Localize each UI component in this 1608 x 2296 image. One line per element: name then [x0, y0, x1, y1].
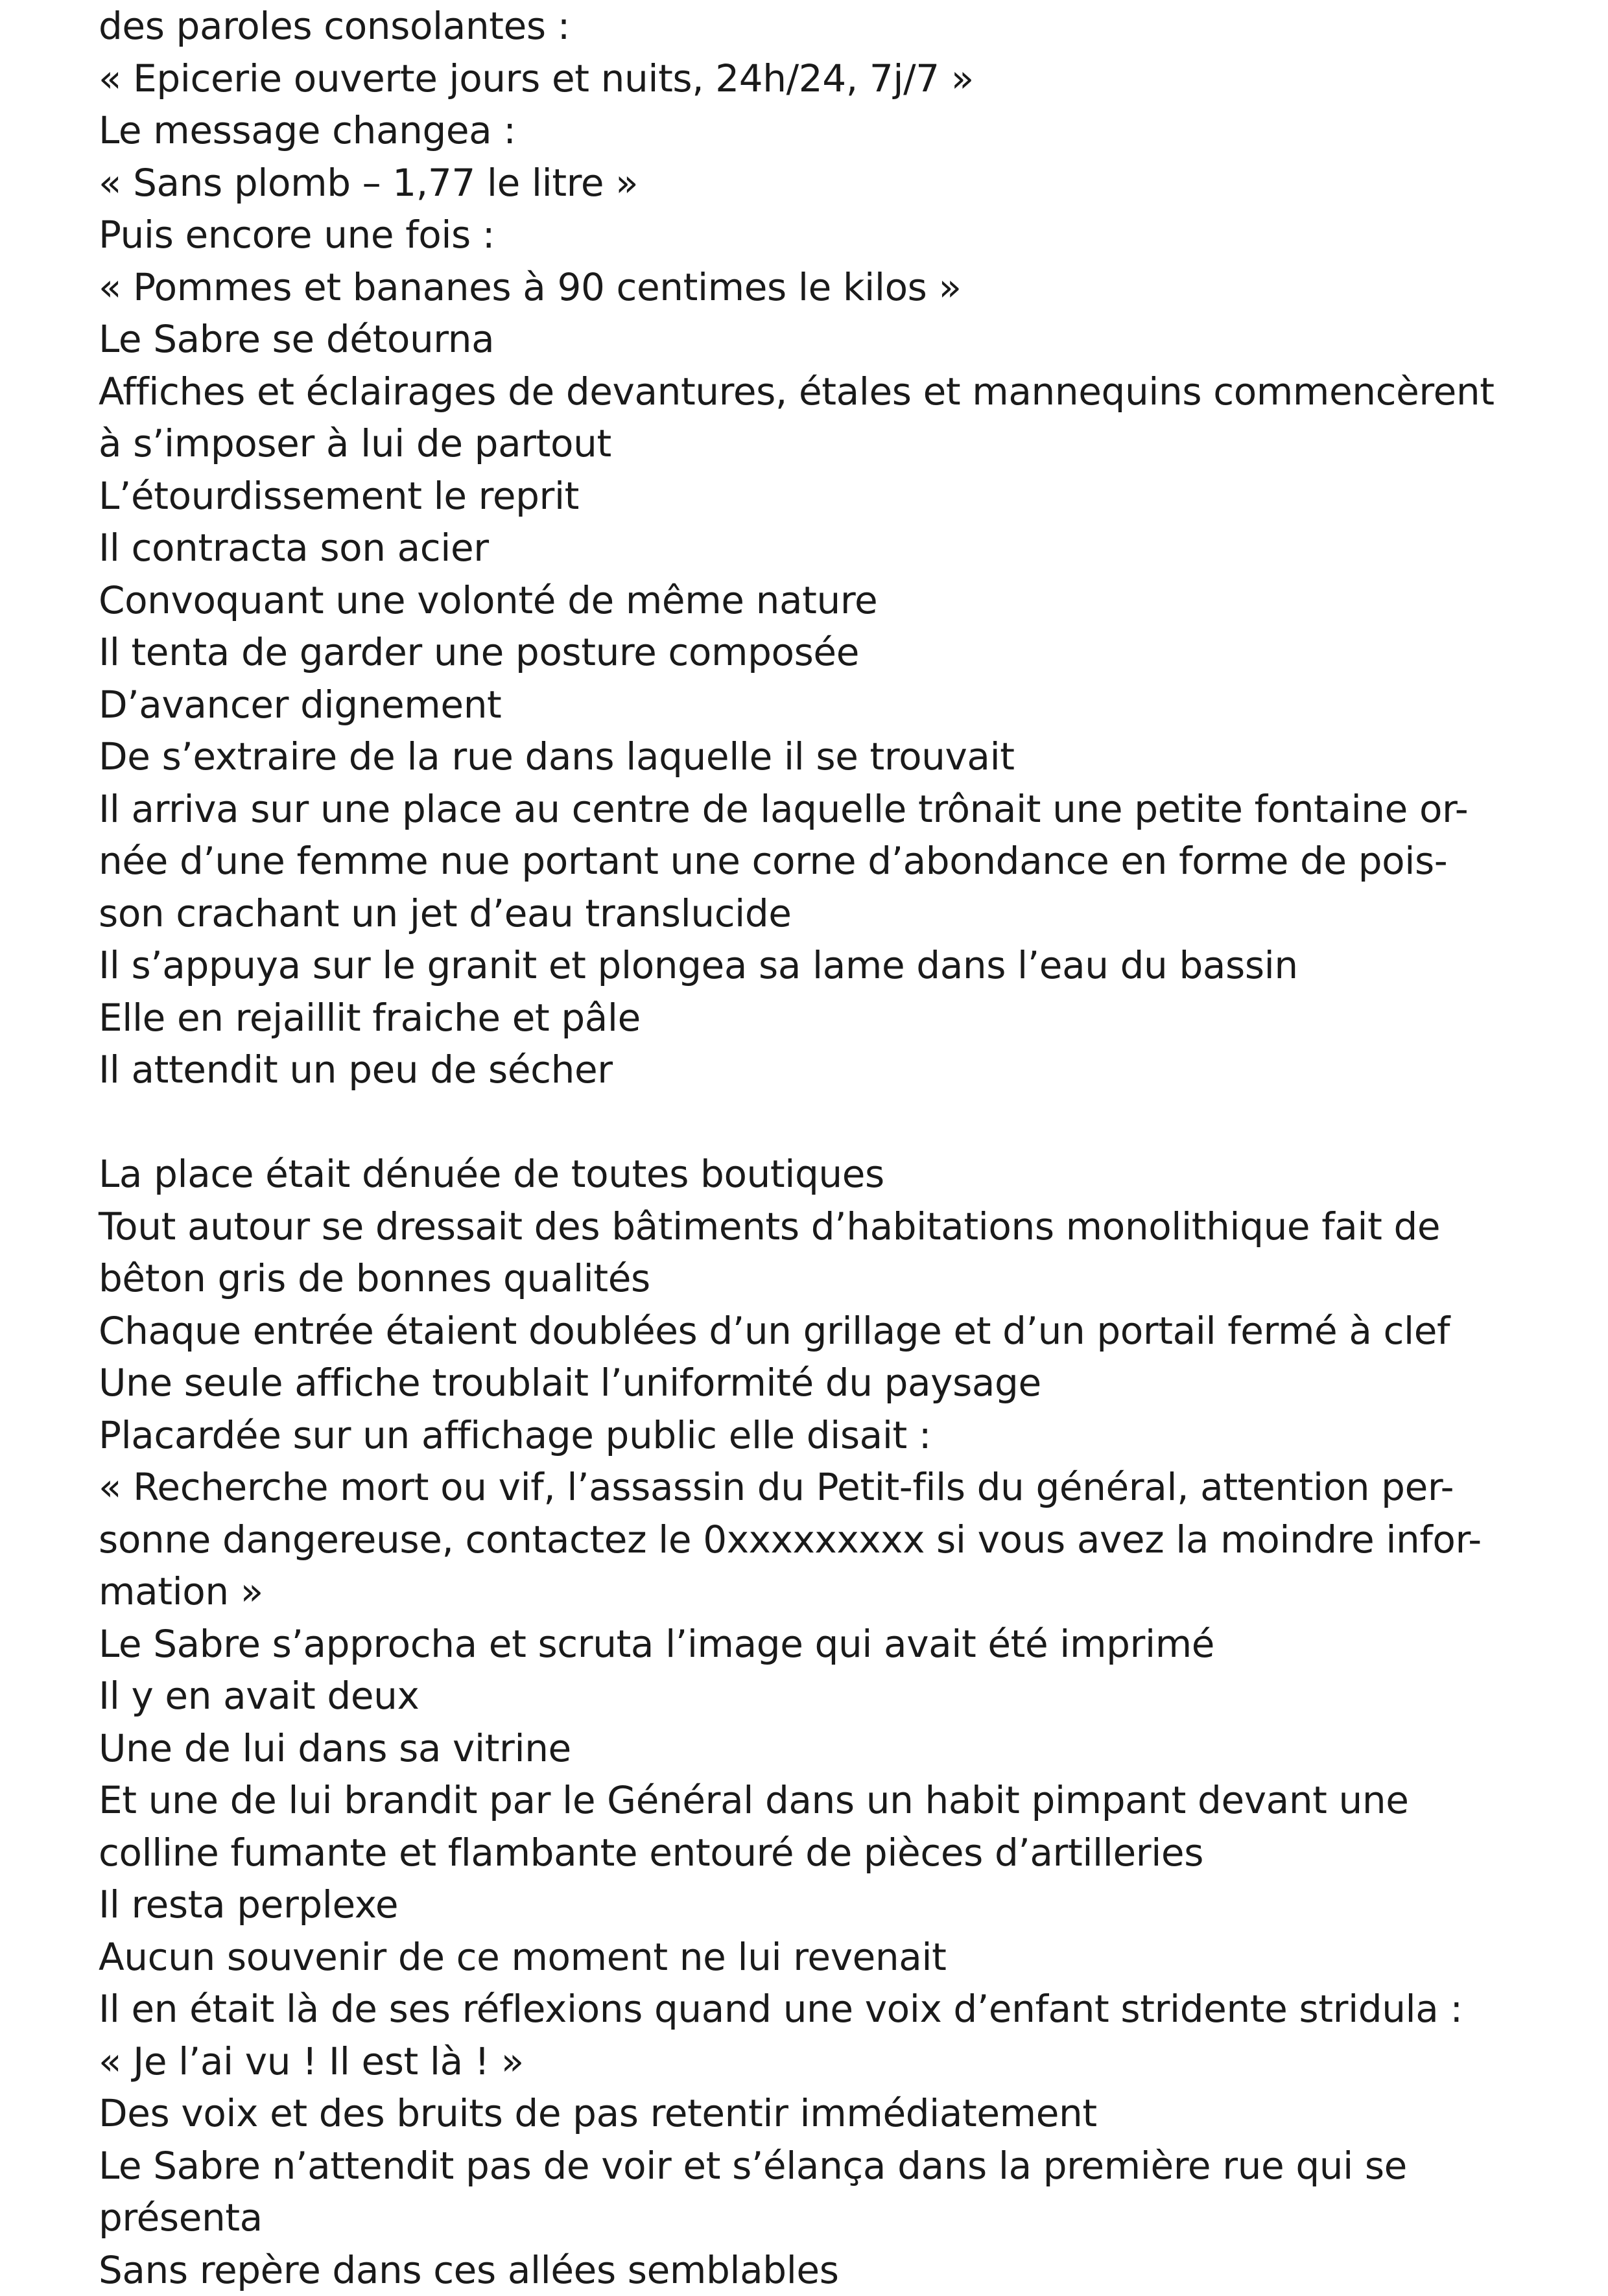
text-line: Il en était là de ses réflexions quand une voix d’enfant stridente stridula : [99, 1983, 1525, 2035]
text-line: Le message changea : [99, 104, 1525, 157]
text-line: Sans repère dans ces allées semblables [99, 2244, 1525, 2296]
text-line: née d’une femme nue portant une corne d’abondance en forme de pois- [99, 835, 1525, 887]
text-line: Des voix et des bruits de pas retentir immédiatement [99, 2087, 1525, 2140]
text-line: Il y en avait deux [99, 1670, 1525, 1722]
text-line: Aucun souvenir de ce moment ne lui revenait [99, 1931, 1525, 1984]
text-line: son crachant un jet d’eau translucide [99, 887, 1525, 940]
text-line: bêton gris de bonnes qualités [99, 1252, 1525, 1305]
text-line: D’avancer dignement [99, 679, 1525, 731]
text-line: Le Sabre s’approcha et scruta l’image qui avait été imprimé [99, 1618, 1525, 1670]
text-line: présenta [99, 2192, 1525, 2244]
text-line: Affiches et éclairages de devantures, étales et mannequins commencèrent [99, 366, 1525, 418]
text-line: Tout autour se dressait des bâtiments d’habitations monolithique fait de [99, 1201, 1525, 1253]
text-line: « Recherche mort ou vif, l’assassin du Petit-fils du général, attention per- [99, 1461, 1525, 1514]
text-line: Le Sabre n’attendit pas de voir et s’élança dans la première rue qui se [99, 2140, 1525, 2192]
text-line: colline fumante et flambante entouré de pièces d’artilleries [99, 1827, 1525, 1879]
text-line: La place était dénuée de toutes boutiques [99, 1148, 1525, 1201]
text-line: Il arriva sur une place au centre de laquelle trônait une petite fontaine or- [99, 783, 1525, 836]
text-line: Une seule affiche troublait l’uniformité du paysage [99, 1357, 1525, 1409]
text-line: Le Sabre se détourna [99, 313, 1525, 366]
text-line: Il contracta son acier [99, 522, 1525, 574]
text-line: Une de lui dans sa vitrine [99, 1722, 1525, 1775]
text-line: « Pommes et bananes à 90 centimes le kilos » [99, 261, 1525, 314]
text-line: à s’imposer à lui de partout [99, 417, 1525, 470]
text-line: Il resta perplexe [99, 1879, 1525, 1931]
text-line: Placardée sur un affichage public elle disait : [99, 1409, 1525, 1462]
text-line: Puis encore une fois : [99, 209, 1525, 261]
text-line: « Je l’ai vu ! Il est là ! » [99, 2035, 1525, 2088]
text-line: « Sans plomb – 1,77 le litre » [99, 157, 1525, 209]
text-line: mation » [99, 1565, 1525, 1618]
body-text [99, 0, 1525, 2296]
text-line: « Epicerie ouverte jours et nuits, 24h/24, 7j/7 » [99, 53, 1525, 105]
text-line: Chaque entrée étaient doublées d’un grillage et d’un portail fermé à clef [99, 1305, 1525, 1357]
text-line: L’étourdissement le reprit [99, 470, 1525, 522]
text-line: Il tenta de garder une posture composée [99, 626, 1525, 679]
text-line: Convoquant une volonté de même nature [99, 574, 1525, 627]
text-line: Et une de lui brandit par le Général dans un habit pimpant devant une [99, 1774, 1525, 1827]
text-line: Il s’appuya sur le granit et plongea sa lame dans l’eau du bassin [99, 939, 1525, 992]
text-line: Elle en rejaillit fraiche et pâle [99, 992, 1525, 1044]
text-line: Il attendit un peu de sécher [99, 1044, 1525, 1096]
text-line: De s’extraire de la rue dans laquelle il se trouvait [99, 731, 1525, 783]
text-line: sonne dangereuse, contactez le 0xxxxxxxxx si vous avez la moindre infor- [99, 1514, 1525, 1566]
text-line: des paroles consolantes : [99, 0, 1525, 53]
paragraph-break [99, 1096, 1525, 1149]
